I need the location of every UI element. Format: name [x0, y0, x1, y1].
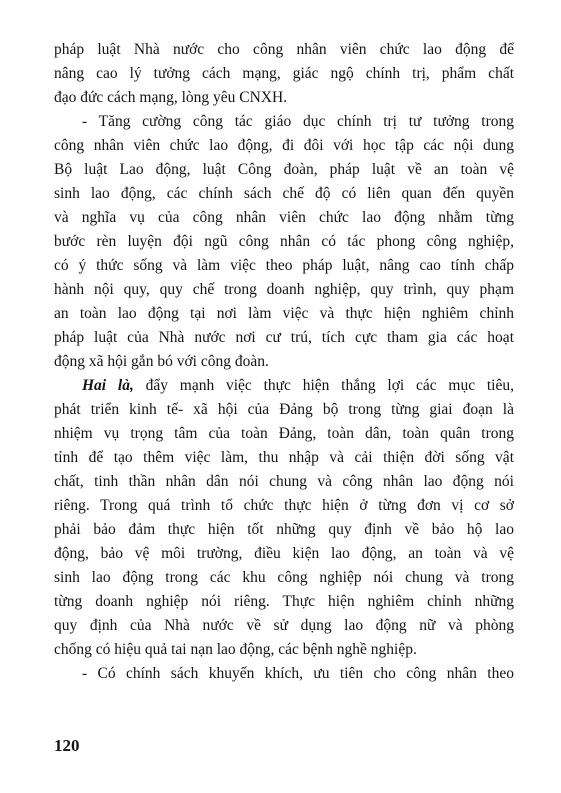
text-line: công nhân viên chức lao động, đi đôi với học tập các nội dung	[54, 137, 514, 154]
text-line: sinh lao động, các chính sách chế độ có liên quan đến quyền	[54, 185, 514, 202]
text-line	[54, 374, 514, 398]
text-line: chống có hiệu quả tai nạn lao động, các bệnh nghề nghiệp.	[54, 641, 417, 658]
text-line: Bộ luật Lao động, luật Công đoàn, pháp luật về an toàn vệ	[54, 161, 514, 178]
text-line: từng doanh nghiệp nói riêng. Thực hiện nghiêm chỉnh những	[54, 593, 514, 610]
text-line: và nghĩa vụ của công nhân viên chức lao động nhằm từng	[54, 209, 514, 226]
text-line: - Có chính sách khuyến khích, ưu tiên cho công nhân theo	[82, 665, 514, 682]
text-line: quy định của Nhà nước về sử dụng lao động nữ và phòng	[54, 617, 514, 634]
text-line: đạo đức cách mạng, lòng yêu CNXH.	[54, 89, 288, 106]
text-line: chất, tinh thần nhân dân nói chung và công nhân lao động nói	[54, 473, 514, 490]
text-line: động, bảo vệ môi trường, điều kiện lao động, an toàn và vệ	[54, 545, 514, 562]
text-line: riêng. Trong quá trình tổ chức thực hiện ở từng đơn vị cơ sở	[54, 497, 514, 514]
text-line: phát triển kinh tế- xã hội của Đảng bộ trong từng giai đoạn là	[54, 401, 514, 418]
text-line: động xã hội gắn bó với công đoàn.	[54, 353, 269, 370]
text-line-rest: đẩy mạnh việc thực hiện thắng lợi các mục tiêu,	[133, 377, 514, 394]
text-line: - Tăng cường công tác giáo dục chính trị tư tưởng trong	[82, 113, 514, 130]
text-line: nâng cao lý tưởng cách mạng, giác ngộ chính trị, phẩm chất	[54, 65, 514, 82]
text-line: nhiệm vụ trọng tâm của toàn Đảng, toàn dân, toàn quân trong	[54, 425, 514, 442]
text-line: tỉnh để tạo thêm việc làm, thu nhập và cải thiện đời sống vật	[54, 449, 514, 466]
page-number: 120	[54, 736, 80, 755]
text-line: phải bảo đảm thực hiện tốt những quy định về bảo hộ lao	[54, 521, 514, 538]
text-line: có ý thức sống và làm việc theo pháp luật, nâng cao tính chấp	[54, 257, 514, 274]
text-line: pháp luật của Nhà nước nơi cư trú, tích cực tham gia các hoạt	[54, 329, 514, 346]
text-line: hành nội quy, quy chế trong doanh nghiệp, quy trình, quy phạm	[54, 281, 514, 298]
text-line: pháp luật Nhà nước cho công nhân viên chức lao động để	[54, 41, 514, 58]
page-body	[54, 38, 514, 686]
text-line: bước rèn luyện đội ngũ công nhân có tác phong công nghiệp,	[54, 233, 514, 250]
paragraph-lead: Hai là,	[82, 377, 134, 394]
text-line: sinh lao động trong các khu công nghiệp nói chung và trong	[54, 569, 514, 586]
text-line: an toàn lao động tại nơi làm việc và thực hiện nghiêm chỉnh	[54, 305, 514, 322]
